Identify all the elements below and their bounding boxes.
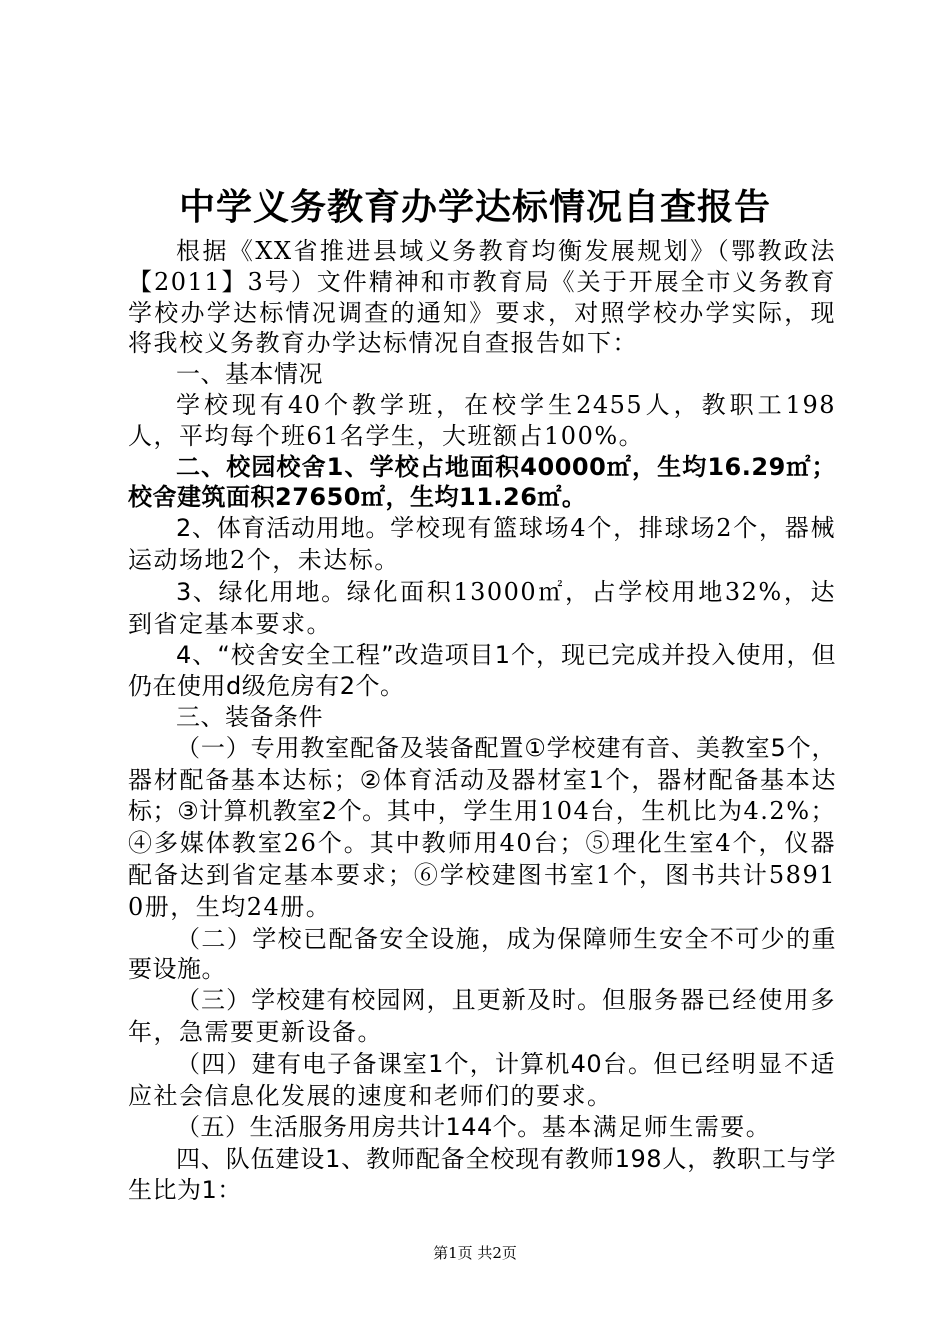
equipment-5-text: 基本满足师生需要。 [541,1113,772,1142]
section-heading-basic: 一、基本情况 [176,360,323,389]
staffing-paragraph: 四、队伍建设1、教师配备全校现有教师198人，教职工与学生比为1： [128,1145,836,1204]
equipment-4-text: 但已经明显不适应社会信息化发展的速度和老师们的要求。 [128,1049,836,1110]
equipment-paragraph-2: （二）学校已配备安全设施，成为保障师生安全不可少的重要设施。 [128,924,836,984]
campus-paragraph: 二、校园校舍1、学校占地面积40000㎡，生均16.29㎡；校舍建筑面积27650㎡，生均11.26㎡。 [128,452,836,512]
equipment-3-text: 但服务器已经使用多年，急需要更新设备。 [128,986,837,1046]
equipment-paragraph-1 [128,733,836,924]
equipment-1-lead: （一）专用教室配备及装备配置①学校建有音、美教室5个，器材配备基本达标；②体育活动及器材室1个，器材配备基本达标；③计算机教室2个。 [128,733,836,826]
sports-ground-lead: 2、体育活动用地。 [176,514,391,543]
intro-paragraph: 根据《XX省推进县域义务教育均衡发展规划》（鄂教政法【2011】3号）文件精神和市教育局《关于开展全市义务教育学校办学达标情况调查的通知》要求，对照学校办学实际，现将我校义务教育办学达标情况自查报告如下： [128,237,836,358]
safety-project-paragraph: 4、“校舍安全工程”改造项目1个，现已完成并投入使用，但仍在使用d级危房有2个。 [128,641,836,701]
page-indicator: 第1页 共2页 [433,1244,517,1262]
greening-paragraph [128,577,836,641]
greening-lead: 3、绿化用地。 [176,577,347,606]
document-body [128,236,836,1206]
equipment-5-lead: （五）生活服务用房共计144个。 [176,1113,542,1142]
equipment-1-text: 其中，学生用104台，生机比为4.2%；④多媒体教室26个。其中教师用40台；⑤理化生室4个，仪器配备达到省定基本要求；⑥学校建图书室1个，图书共计58910册，生均24册。 [128,797,836,921]
document-title: 中学义务教育办学达标情况自查报告 [178,187,771,228]
equipment-paragraph-5 [128,1112,836,1144]
equipment-4-lead: （四）建有电子备课室1个，计算机40台。 [176,1049,654,1078]
sports-ground-paragraph [128,513,836,577]
equipment-paragraph-4 [128,1049,836,1113]
basic-info-paragraph: 学校现有40个教学班，在校学生2455人，教职工198人，平均每个班61名学生，大班额占100%。 [128,390,836,450]
equipment-paragraph-3 [128,985,836,1049]
equipment-3-lead: （三）学校建有校园网，且更新及时。 [176,986,603,1015]
greening-text: 绿化面积13000㎡，占学校用地32%，达到省定基本要求。 [128,577,836,638]
sports-ground-text: 学校现有篮球场4个，排球场2个，器械运动场地2个，未达标。 [128,514,836,574]
section-heading-equipment: 三、装备条件 [176,702,323,731]
